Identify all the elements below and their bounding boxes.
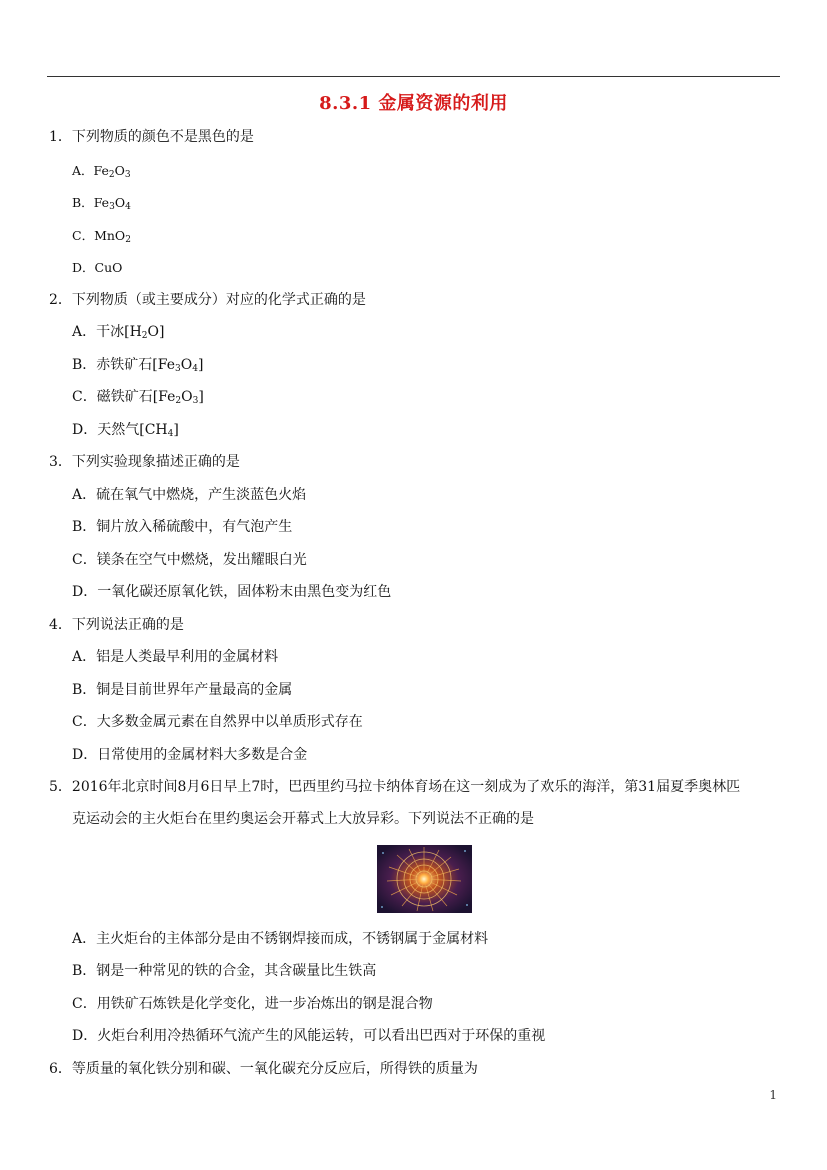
question-3-option-b: B．铜片放入稀硫酸中，有气泡产生	[72, 519, 293, 535]
question-5-stem-line-1: 5．2016年北京时间8月6日早上7时，巴西里约马拉卡纳体育场在这一刻成为了欢乐的海洋，第31届夏季奥林匹	[49, 779, 741, 795]
question-2-option-a: A．干冰$[H_2O]$	[72, 324, 165, 341]
question-4-stem: 4．下列说法正确的是	[49, 617, 184, 633]
question-5-option-a: A．主火炬台的主体部分是由不锈钢焊接而成，不锈钢属于金属材料	[72, 931, 489, 947]
question-1-stem: 1．下列物质的颜色不是黑色的是	[49, 129, 254, 145]
question-2-option-c: C．磁铁矿石$[Fe_2O_3]$	[72, 389, 204, 406]
question-2-stem: 2．下列物质（或主要成分）对应的化学式正确的是	[49, 292, 366, 308]
question-3-option-c: C．镁条在空气中燃烧，发出耀眼白光	[72, 552, 307, 568]
question-1-option-c: C．MnO$_2$	[72, 228, 131, 245]
question-3-option-d: D．一氧化碳还原氧化铁，固体粉末由黑色变为红色	[72, 584, 392, 600]
page-number: 1	[769, 1088, 777, 1102]
question-5-option-d: D．火炬台利用冷热循环气流产生的风能运转，可以看出巴西对于环保的重视	[72, 1028, 546, 1044]
question-2-option-d: D．天然气$[CH_4]$	[72, 422, 179, 439]
question-3-option-a: A．硫在氧气中燃烧，产生淡蓝色火焰	[72, 487, 307, 503]
question-5-option-c: C．用铁矿石炼铁是化学变化，进一步冶炼出的钢是混合物	[72, 996, 433, 1012]
question-4-option-d: D．日常使用的金属材料大多数是合金	[72, 747, 308, 763]
question-4-option-c: C．大多数金属元素在自然界中以单质形式存在	[72, 714, 363, 730]
question-4-option-b: B．铜是目前世界年产量最高的金属	[72, 682, 293, 698]
torch-photo	[377, 845, 472, 913]
question-1-option-b: B．$Fe_3O_4$	[72, 195, 131, 212]
question-5-option-b: B．钢是一种常见的铁的合金，其含碳量比生铁高	[72, 963, 377, 979]
question-3-stem: 3．下列实验现象描述正确的是	[49, 454, 240, 470]
question-2-option-b: B．赤铁矿石$[Fe_3O_4]$	[72, 357, 204, 374]
question-4-option-a: A．铝是人类最早利用的金属材料	[72, 649, 279, 665]
header-rule	[47, 76, 780, 77]
question-1-option-d: D．CuO	[72, 260, 123, 275]
question-1-option-a: A．$Fe_2O_3$	[72, 163, 131, 180]
page-title: 8.3.1 金属资源的利用	[319, 93, 508, 114]
question-5-stem-line-2: 克运动会的主火炬台在里约奥运会开幕式上大放异彩。下列说法不正确的是	[72, 811, 534, 827]
question-6-stem: 6．等质量的氧化铁分别和碳、一氧化碳充分反应后，所得铁的质量为	[49, 1061, 478, 1077]
